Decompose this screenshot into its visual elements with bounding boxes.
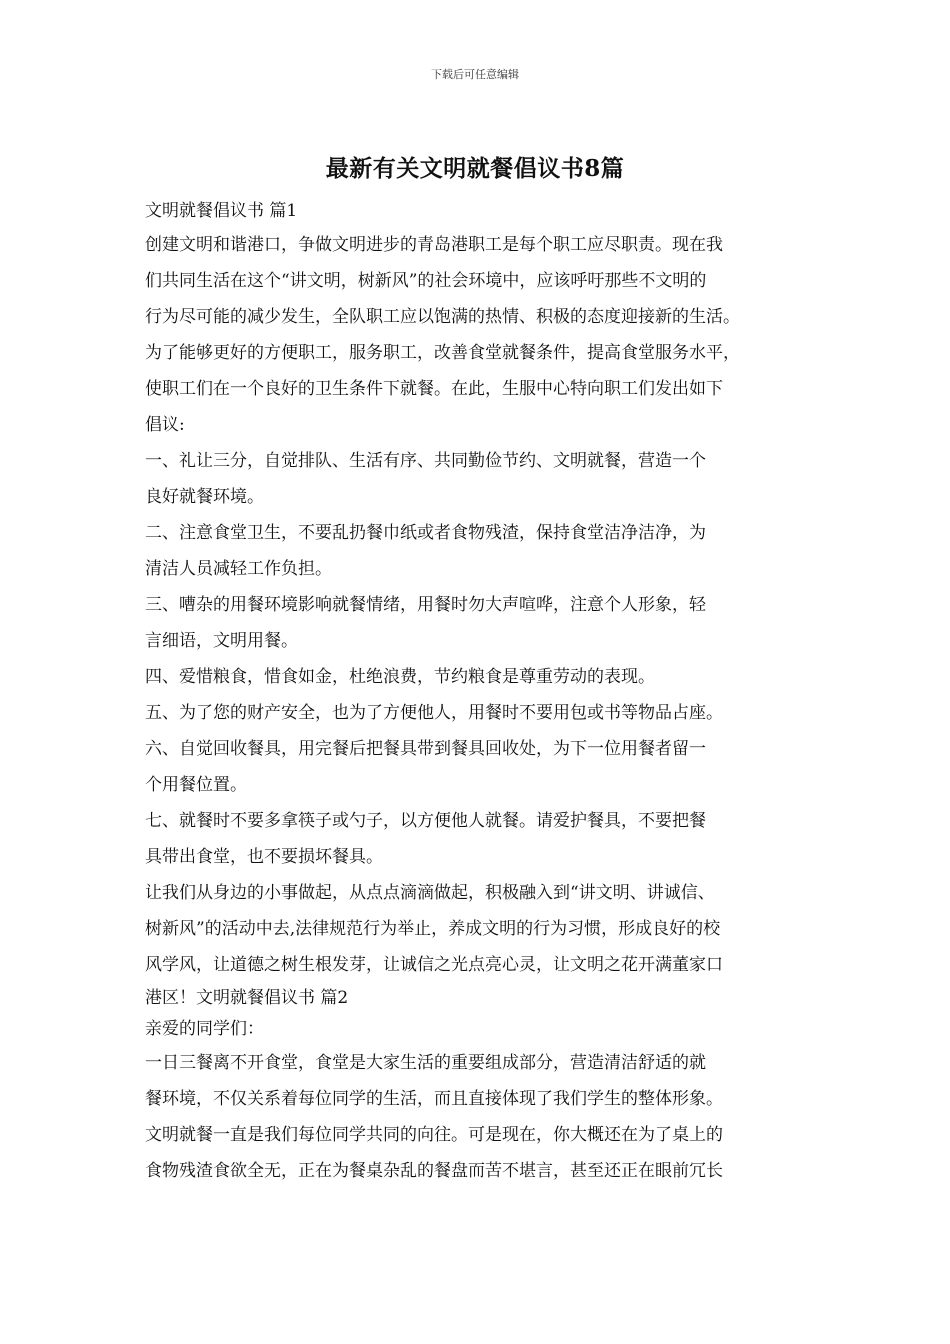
paragraph-line: 三、嘈杂的用餐环境影响就餐情绪，用餐时勿大声喧哗，注意个人形象，轻 (145, 595, 706, 615)
paragraph-line: 为了能够更好的方便职工，服务职工，改善食堂就餐条件，提高食堂服务水平， (145, 343, 740, 363)
paragraph-line: 一日三餐离不开食堂，食堂是大家生活的重要组成部分，营造清洁舒适的就 (145, 1053, 706, 1073)
paragraph-line: 们共同生活在这个“讲文明，树新风”的社会环境中，应该呼吁那些不文明的 (145, 271, 707, 291)
paragraph-line: 行为尽可能的减少发生，全队职工应以饱满的热情、积极的态度迎接新的生活。 (145, 307, 740, 327)
section-heading: 文明就餐倡议书 篇1 (145, 201, 298, 221)
paragraph-line: 一、礼让三分，自觉排队、生活有序、共同勤俭节约、文明就餐，营造一个 (145, 451, 706, 471)
document-body (145, 196, 807, 1189)
paragraph-line: 让我们从身边的小事做起，从点点滴滴做起，积极融入到“讲文明、讲诚信、 (145, 883, 715, 903)
paragraph-line: 言细语，文明用餐。 (145, 631, 298, 651)
document-title: 最新有关文明就餐倡议书8篇 (325, 155, 625, 182)
page-header-note: 下载后可任意编辑 (431, 68, 519, 81)
salutation: 亲爱的同学们： (145, 1019, 264, 1039)
paragraph-line: 倡议: (145, 415, 185, 435)
section-heading: 港区！文明就餐倡议书 篇2 (145, 988, 349, 1008)
paragraph-line: 食物残渣食欲全无，正在为餐桌杂乱的餐盘而苦不堪言，甚至还正在眼前冗长 (145, 1161, 723, 1181)
paragraph-line: 创建文明和谐港口，争做文明进步的青岛港职工是每个职工应尽职责。现在我 (145, 235, 723, 255)
paragraph-line: 二、注意食堂卫生，不要乱扔餐巾纸或者食物残渣，保持食堂洁净洁净，为 (145, 523, 706, 543)
paragraph-line: 七、就餐时不要多拿筷子或勺子，以方便他人就餐。请爱护餐具，不要把餐 (145, 811, 706, 831)
paragraph-line: 良好就餐环境。 (145, 487, 264, 507)
paragraph-line: 五、为了您的财产安全，也为了方便他人，用餐时不要用包或书等物品占座。 (145, 703, 723, 723)
paragraph-line: 使职工们在一个良好的卫生条件下就餐。在此，生服中心特向职工们发出如下 (145, 379, 723, 399)
paragraph-line: 六、自觉回收餐具，用完餐后把餐具带到餐具回收处，为下一位用餐者留一 (145, 739, 706, 759)
paragraph-line: 四、爱惜粮食，惜食如金，杜绝浪费，节约粮食是尊重劳动的表现。 (145, 667, 655, 687)
paragraph-line: 风学风，让道德之树生根发芽，让诚信之光点亮心灵，让文明之花开满董家口 (145, 955, 723, 975)
paragraph-line: 树新风”的活动中去,法律规范行为举止，养成文明的行为习惯，形成良好的校 (145, 919, 721, 939)
paragraph-line: 餐环境，不仅关系着每位同学的生活，而且直接体现了我们学生的整体形象。 (145, 1089, 723, 1109)
paragraph-line: 个用餐位置。 (145, 775, 247, 795)
paragraph-line: 文明就餐一直是我们每位同学共同的向往。可是现在，你大概还在为了桌上的 (145, 1125, 723, 1145)
paragraph-line: 清洁人员减轻工作负担。 (145, 559, 332, 579)
paragraph-line: 具带出食堂，也不要损坏餐具。 (145, 847, 383, 867)
